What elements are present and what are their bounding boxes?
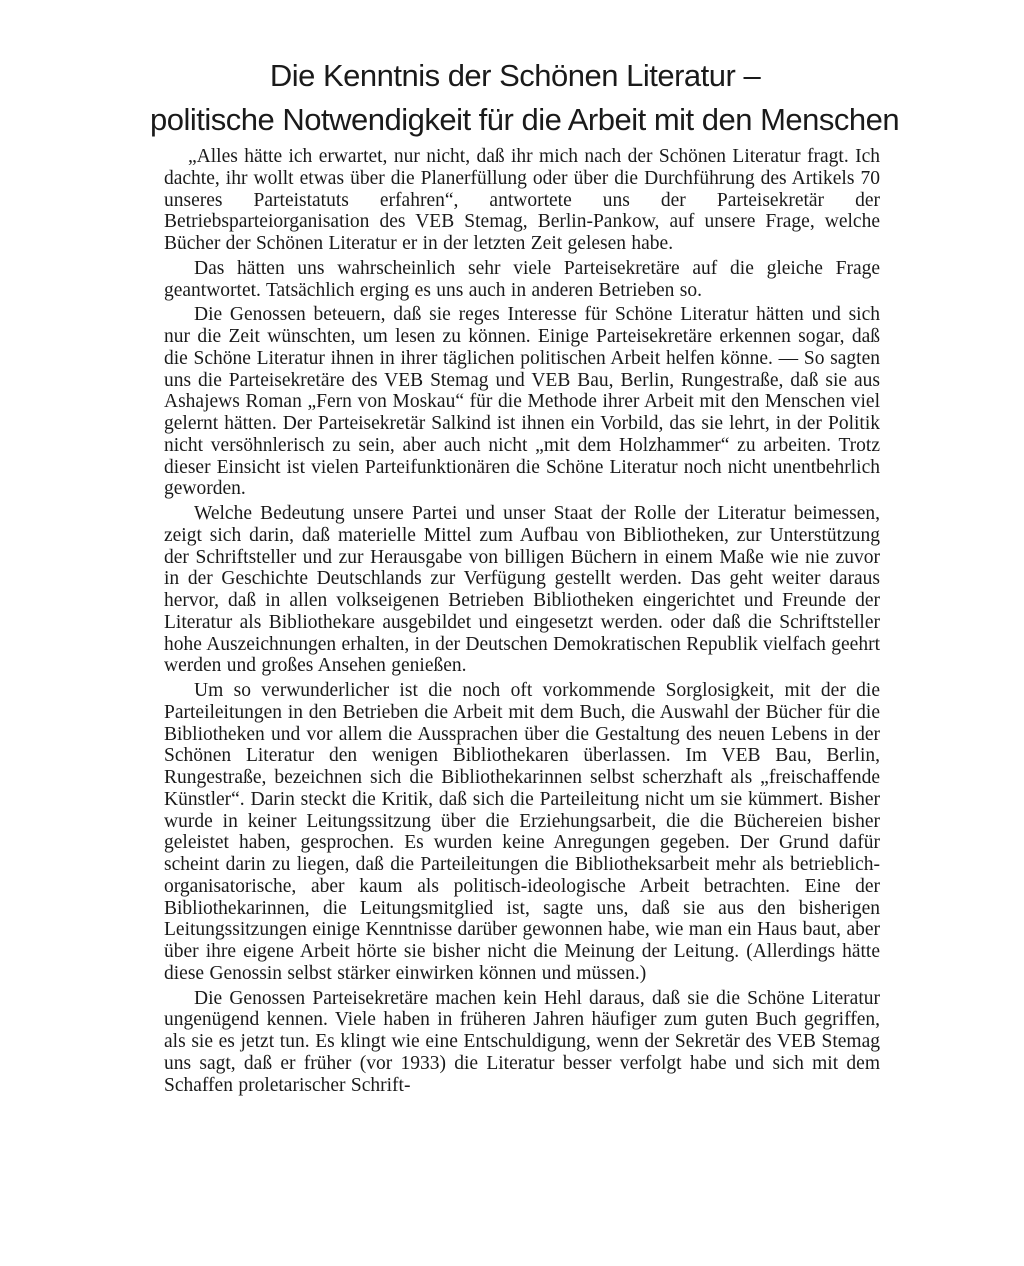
paragraph-6: Die Genossen Parteisekretäre machen kein Hehl daraus, daß sie die Schöne Literatur ungenügend kennen. Viele haben in früheren Jahren häufiger zum guten Buch gegriffen, als sie es jetzt tun. Es klingt wie eine Entschuldigung, wenn der Sekretär des VEB Stemag uns sagt, daß er früher (vor 1933) die Literatur besser verfolgt habe und sich mit dem Schaffen proletarischer Schrift- — [164, 987, 880, 1096]
page-title — [150, 54, 900, 142]
paragraph-5: Um so verwunderlicher ist die noch oft vorkommende Sorglosigkeit, mit der die Parteileitungen in den Betrieben die Arbeit mit dem Buch, die Auswahl der Bücher für die Bibliotheken und vor allem die Aussprachen über die Gestaltung des neuen Lebens in der Schönen Literatur den wenigen Bibliothekaren überlassen. Im VEB Bau, Berlin, Rungestraße, bezeichnen sich die Bibliothekarinnen selbst scherzhaft als „freischaffende Künstler“. Darin steckt die Kritik, daß sich die Parteileitung nicht um sie kümmert. Bisher wurde in keiner Leitungssitzung über die Erziehungsarbeit, die die Büchereien bisher geleistet haben, gesprochen. Es wurden keine Anregungen gegeben. Der Grund dafür scheint darin zu liegen, daß die Parteileitungen die Bibliotheksarbeit mehr als betrieblich-organisatorische, aber kaum als politisch-ideologische Arbeit betrachten. Eine der Bibliothekarinnen, die Leitungsmitglied ist, sagte uns, daß sie aus den bisherigen Leitungssitzungen einige Kenntnisse darüber gewonnen habe, wie man ein Haus baut, aber über ihre eigene Arbeit hörte sie bisher nicht die Meinung der Leitung. (Allerdings hätte diese Genossin selbst stärker einwirken können und müssen.) — [164, 680, 880, 984]
paragraph-3: Die Genossen beteuern, daß sie reges Interesse für Schöne Literatur hätten und sich nur die Zeit wünschten, um lesen zu können. Einige Parteisekretäre erkennen sogar, daß die Schöne Literatur ihnen in ihrer täglichen politischen Arbeit helfen könne. — So sagten uns die Parteisekretäre des VEB Stemag und VEB Bau, Berlin, Rungestraße, daß sie aus Ashajews Roman „Fern von Moskau“ für die Methode ihrer Arbeit mit den Menschen viel gelernt hätten. Der Parteisekretär Salkind ist ihnen ein Vorbild, das sie lehrt, in der Politik nicht versöhnlerisch zu sein, aber auch nicht „mit dem Holzhammer“ zu arbeiten. Trotz dieser Einsicht ist vielen Parteifunktionären die Schöne Literatur noch nicht unentbehrlich geworden. — [164, 304, 880, 500]
title-line-1: Die Kenntnis der Schönen Literatur – — [269, 58, 761, 93]
paragraph-2: Das hätten uns wahrscheinlich sehr viele Parteisekretäre auf die gleiche Frage geantwortet. Tatsächlich erging es uns auch in anderen Betrieben so. — [164, 257, 880, 301]
article-body — [164, 146, 880, 1099]
paragraph-4: Welche Bedeutung unsere Partei und unser Staat der Rolle der Literatur beimessen, zeigt sich darin, daß materielle Mittel zum Aufbau von Bibliotheken, zur Unterstützung der Schriftsteller und zur Herausgabe von billigen Büchern in einem Maße wie nie zuvor in der Geschichte Deutschlands zur Verfügung gestellt werden. Das geht weiter daraus hervor, daß in allen volkseigenen Betrieben Bibliotheken eingerichtet und Freunde der Literatur als Bibliothekare ausgebildet und eingesetzt werden. oder daß die Schriftsteller hohe Auszeichnungen erhalten, in der Deutschen Demokratischen Republik vielfach geehrt werden und großes Ansehen genießen. — [164, 503, 881, 677]
paragraph-1: „Alles hätte ich erwartet, nur nicht, daß ihr mich nach der Schönen Literatur fragt. Ich dachte, ihr wollt etwas über die Planerfüllung oder über die Durchführung des Artikels 70 unseres Parteistatuts erfahren“, antwortete uns der Parteisekretär der Betriebsparteiorganisation des VEB Stemag, Berlin-Pankow, auf unsere Frage, welche Bücher der Schönen Literatur er in der letzten Zeit gelesen habe. — [164, 146, 880, 254]
title-line-2: politische Notwendigkeit für die Arbeit mit den Menschen — [150, 102, 900, 137]
